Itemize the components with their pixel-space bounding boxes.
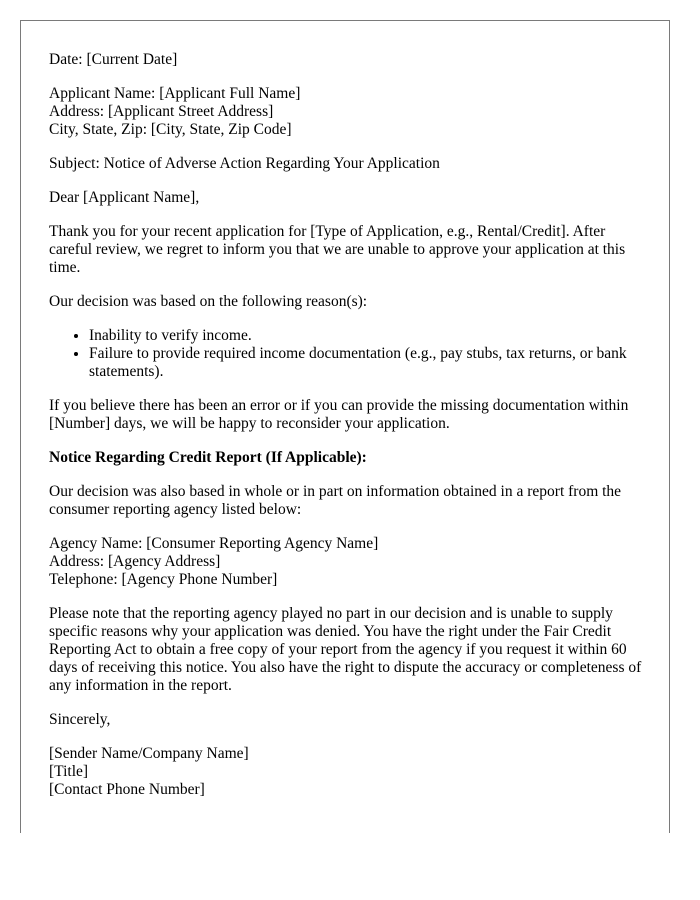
reason-item: • Inability to verify income. (89, 327, 649, 345)
sender-title: [Title] (49, 763, 89, 780)
signature-block (49, 745, 649, 799)
applicant-city-state-zip: City, State, Zip: [City, State, Zip Code] (49, 121, 292, 138)
sender-contact-phone: [Contact Phone Number] (49, 781, 205, 798)
sender-name: [Sender Name/Company Name] (49, 745, 249, 762)
credit-report-heading: Notice Regarding Credit Report (If Applicable): (49, 449, 367, 466)
intro-paragraph: Thank you for your recent application for [Type of Application, e.g., Rental/Credit]. After careful review, we regret to inform you that we are unable to approve your application at this time. (49, 223, 626, 276)
reasons-list (49, 327, 649, 381)
rights-paragraph: Please note that the reporting agency played no part in our decision and is unable to supply specific reasons why your application was denied. You have the right under the Fair Credit Reporting Act to obtain a free copy of your report from the agency if you request it within 60 days of receiving this notice. You also have the right to dispute the accuracy or completeness of any information in the report. (49, 605, 642, 694)
letter-closing: Sincerely, (49, 711, 111, 728)
letter-salutation: Dear [Applicant Name], (49, 189, 200, 206)
reconsider-paragraph: If you believe there has been an error or if you can provide the missing documentation within [Number] days, we will be happy to reconsider your application. (49, 397, 629, 432)
letter-page (20, 20, 670, 833)
letter-date: Date: [Current Date] (49, 51, 178, 68)
applicant-block (49, 85, 649, 139)
reason-item: • Failure to provide required income documentation (e.g., pay stubs, tax returns, or bank statements). (89, 345, 649, 381)
agency-phone: Telephone: [Agency Phone Number] (49, 571, 278, 588)
agency-name: Agency Name: [Consumer Reporting Agency Name] (49, 535, 379, 552)
applicant-name: Applicant Name: [Applicant Full Name] (49, 85, 301, 102)
credit-report-intro: Our decision was also based in whole or in part on information obtained in a report from the consumer reporting agency listed below: (49, 483, 622, 518)
letter-subject: Subject: Notice of Adverse Action Regarding Your Application (49, 155, 440, 172)
reasons-intro: Our decision was based on the following reason(s): (49, 293, 368, 310)
agency-block (49, 535, 649, 589)
applicant-address: Address: [Applicant Street Address] (49, 103, 274, 120)
agency-address: Address: [Agency Address] (49, 553, 221, 570)
